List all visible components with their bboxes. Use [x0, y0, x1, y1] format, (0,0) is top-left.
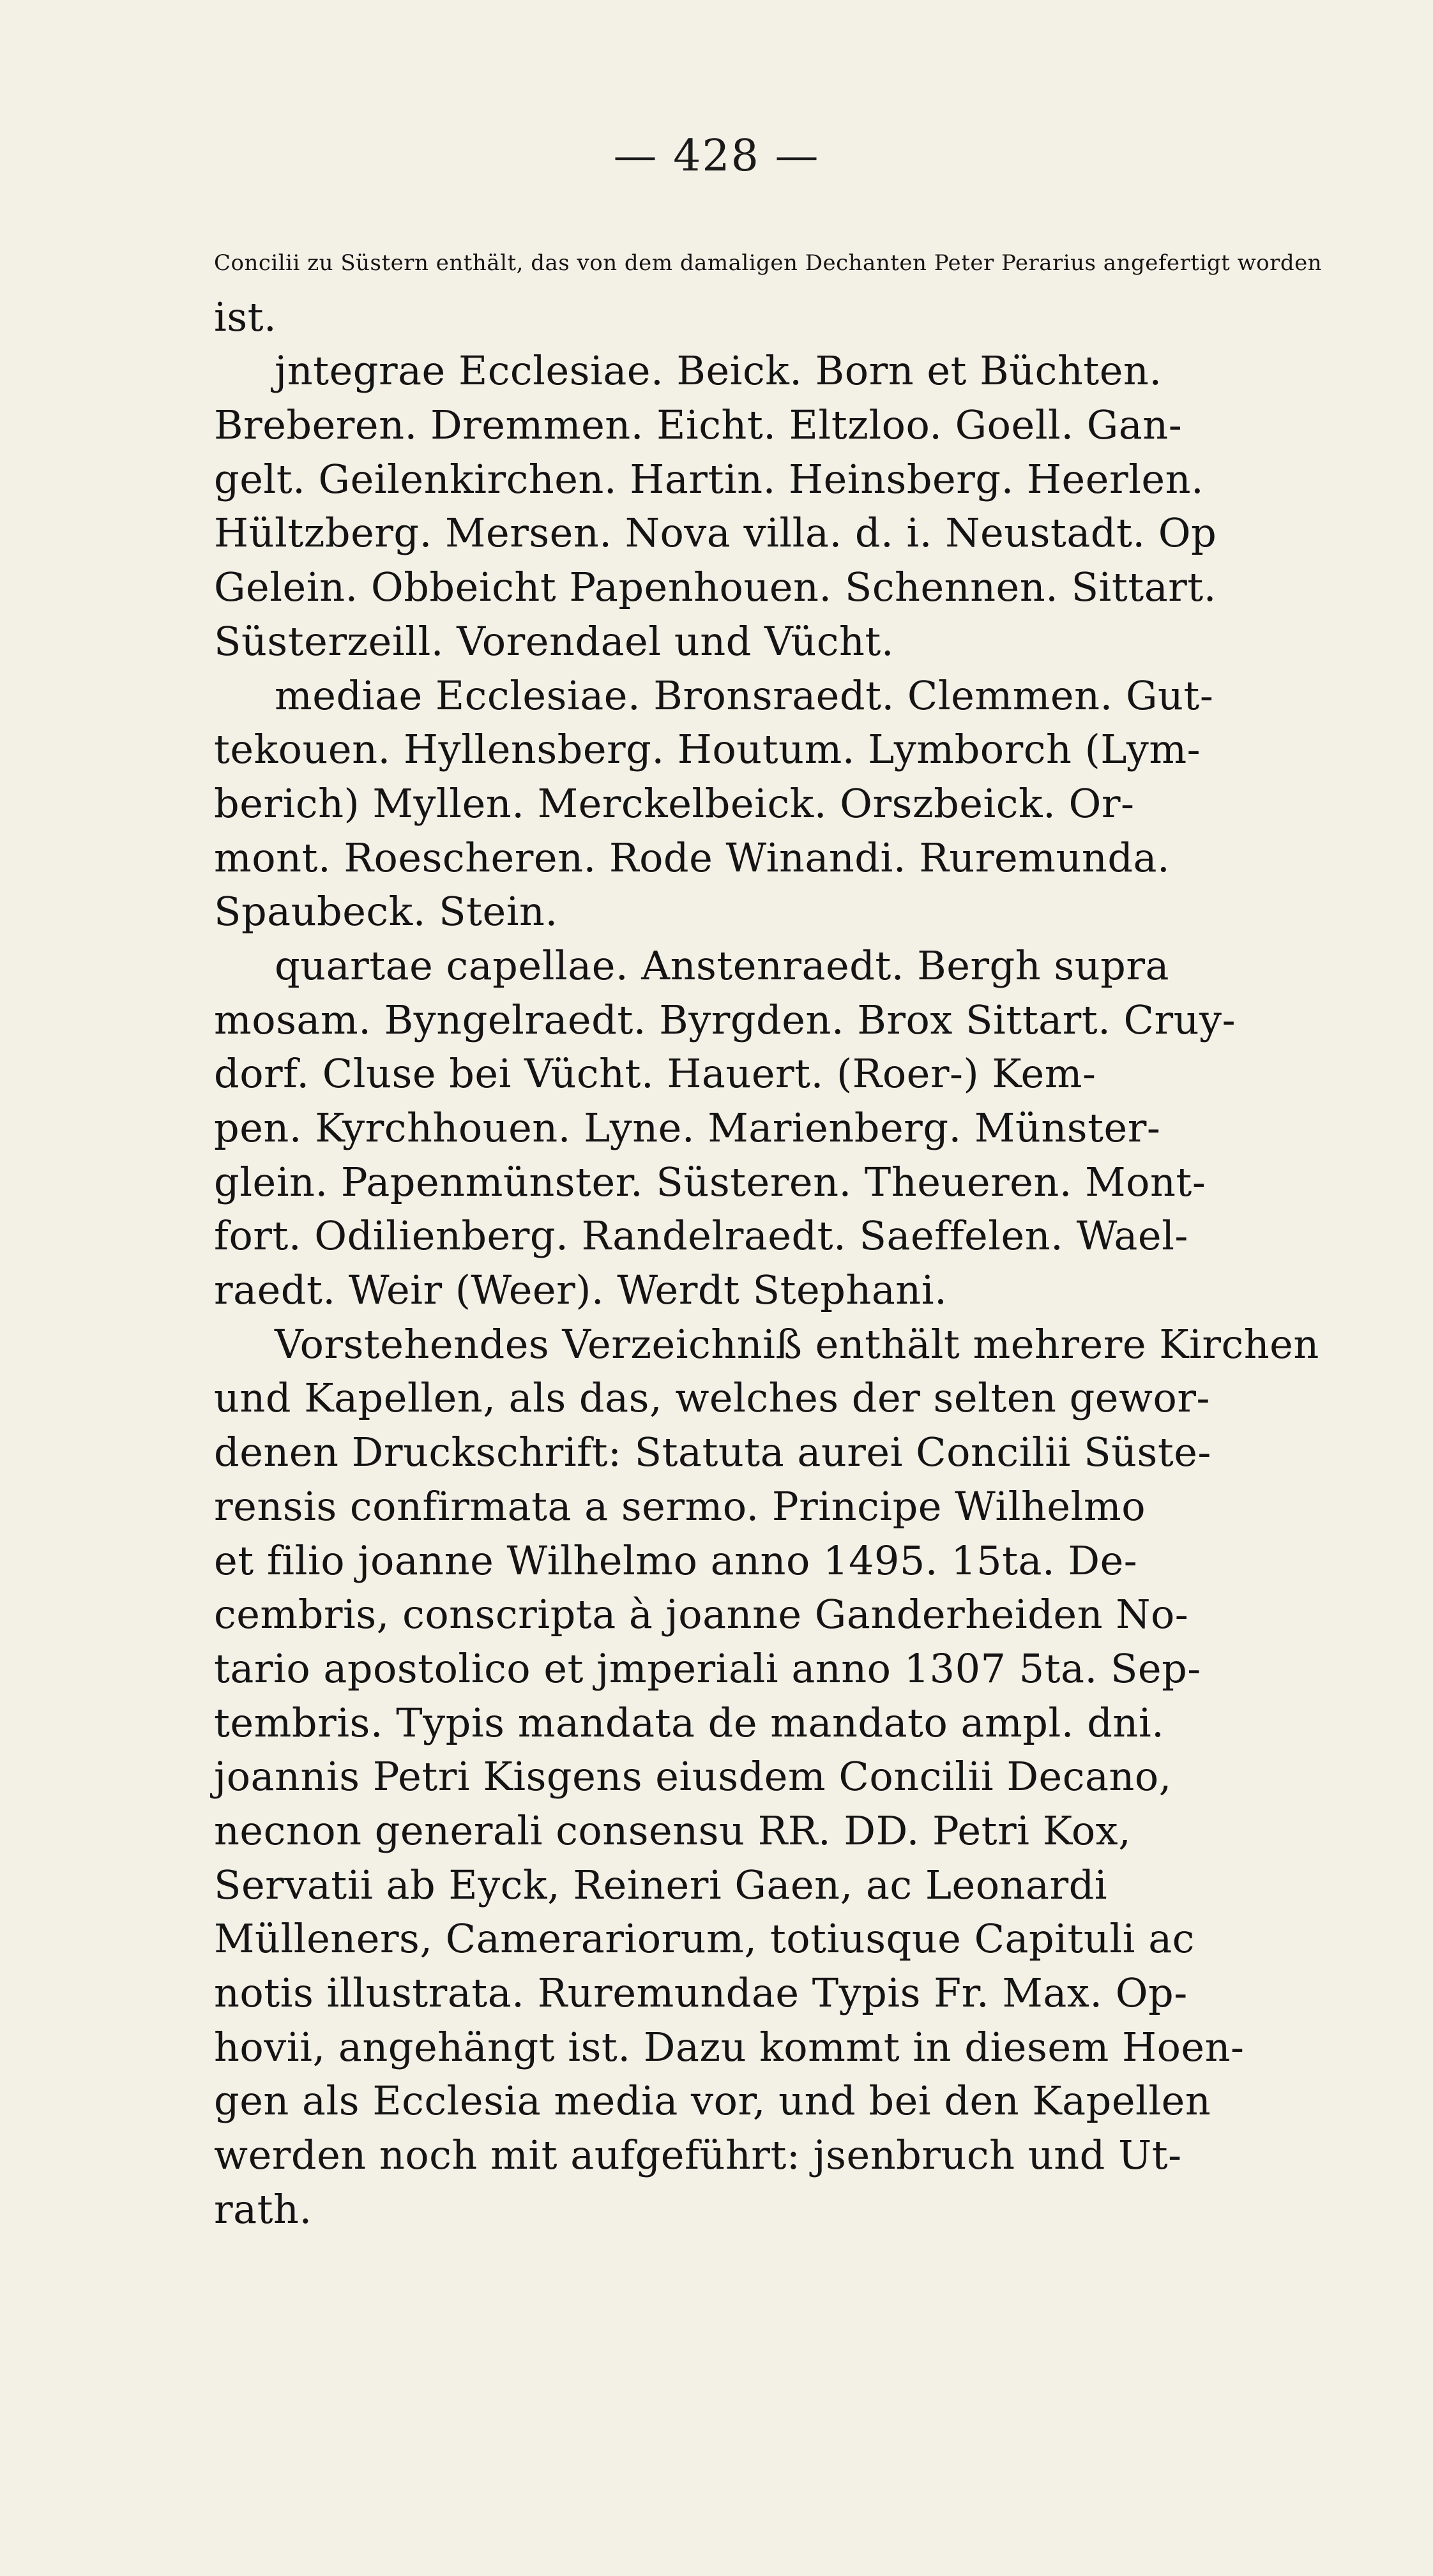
text-line: Gelein. Obbeicht Papenhouen. Schennen. Sittart.: [214, 564, 1217, 611]
text-line: Hültzberg. Mersen. Nova villa. d. i. Neustadt. Op: [214, 509, 1217, 557]
text-line: ist.: [214, 293, 277, 340]
text-line: pen. Kyrchhouen. Lyne. Marienberg. Münster-: [214, 1104, 1161, 1151]
text-line: Servatii ab Eyck, Reineri Gaen, ac Leonardi: [214, 1861, 1108, 1908]
text-line: Vorstehendes Verzeichniß enthält mehrere Kirchen: [275, 1320, 1319, 1367]
text-line: Süsterzeill. Vorendael und Vücht.: [214, 617, 895, 665]
text-line: tario apostolico et jmperiali anno 1307 5ta. Sep-: [214, 1645, 1201, 1692]
text-line: rensis confirmata a sermo. Principe Wilhelmo: [214, 1482, 1146, 1530]
text-line: mont. Roescheren. Rode Winandi. Ruremunda.: [214, 834, 1171, 881]
body-text: [214, 236, 1335, 2236]
text-line: rath.: [214, 2185, 312, 2233]
text-line: Spaubeck. Stein.: [214, 888, 558, 935]
text-line: mosam. Byngelraedt. Byrgden. Brox Sittart. Cruy-: [214, 996, 1236, 1043]
text-line: gelt. Geilenkirchen. Hartin. Heinsberg. Heerlen.: [214, 455, 1204, 502]
text-line: werden noch mit aufgeführt: jsenbruch und Ut-: [214, 2132, 1182, 2179]
text-line: tembris. Typis mandata de mandato ampl. dni.: [214, 1699, 1165, 1746]
text-line: glein. Papenmünster. Süsteren. Theueren. Mont-: [214, 1158, 1206, 1205]
text-line: raedt. Weir (Weer). Werdt Stephani.: [214, 1267, 948, 1314]
text-line: dorf. Cluse bei Vücht. Hauert. (Roer-) Kem-: [214, 1050, 1096, 1097]
text-line: cembris, conscripta à joanne Ganderheiden No-: [214, 1591, 1189, 1638]
text-line: tekouen. Hyllensberg. Houtum. Lymborch (Lym-: [214, 726, 1201, 773]
text-line: Mülleners, Camerariorum, totiusque Capituli ac: [214, 1915, 1195, 1962]
text-line: Concilii zu Süstern enthält, das von dem damaligen Dechanten Peter Perarius angefertigt worden: [214, 250, 1323, 276]
text-line: jntegrae Ecclesiae. Beick. Born et Büchten.: [275, 347, 1162, 395]
text-line: joannis Petri Kisgens eiusdem Concilii Decano,: [214, 1753, 1172, 1800]
text-line: berich) Myllen. Merckelbeick. Orszbeick. Or-: [214, 780, 1135, 827]
text-line: et filio joanne Wilhelmo anno 1495. 15ta. De-: [214, 1537, 1138, 1584]
text-line: quartae capellae. Anstenraedt. Bergh supra: [275, 942, 1169, 989]
page-number: — 428 —: [613, 131, 820, 181]
text-line: necnon generali consensu RR. DD. Petri Kox,: [214, 1807, 1132, 1854]
text-line: notis illustrata. Ruremundae Typis Fr. Max. Op-: [214, 1970, 1188, 2016]
text-line: Breberen. Dremmen. Eicht. Eltzloo. Goell. Gan-: [214, 402, 1183, 449]
text-line: denen Druckschrift: Statuta aurei Concilii Süste-: [214, 1429, 1211, 1476]
text-line: fort. Odilienberg. Randelraedt. Saeffelen. Wael-: [214, 1212, 1188, 1260]
text-line: gen als Ecclesia media vor, und bei den Kapellen: [214, 2077, 1211, 2125]
text-line: mediae Ecclesiae. Bronsraedt. Clemmen. Gut-: [275, 672, 1214, 719]
text-line: und Kapellen, als das, welches der selten gewor-: [214, 1375, 1210, 1422]
text-line: hovii, angehängt ist. Dazu kommt in diesem Hoen-: [214, 2023, 1245, 2070]
